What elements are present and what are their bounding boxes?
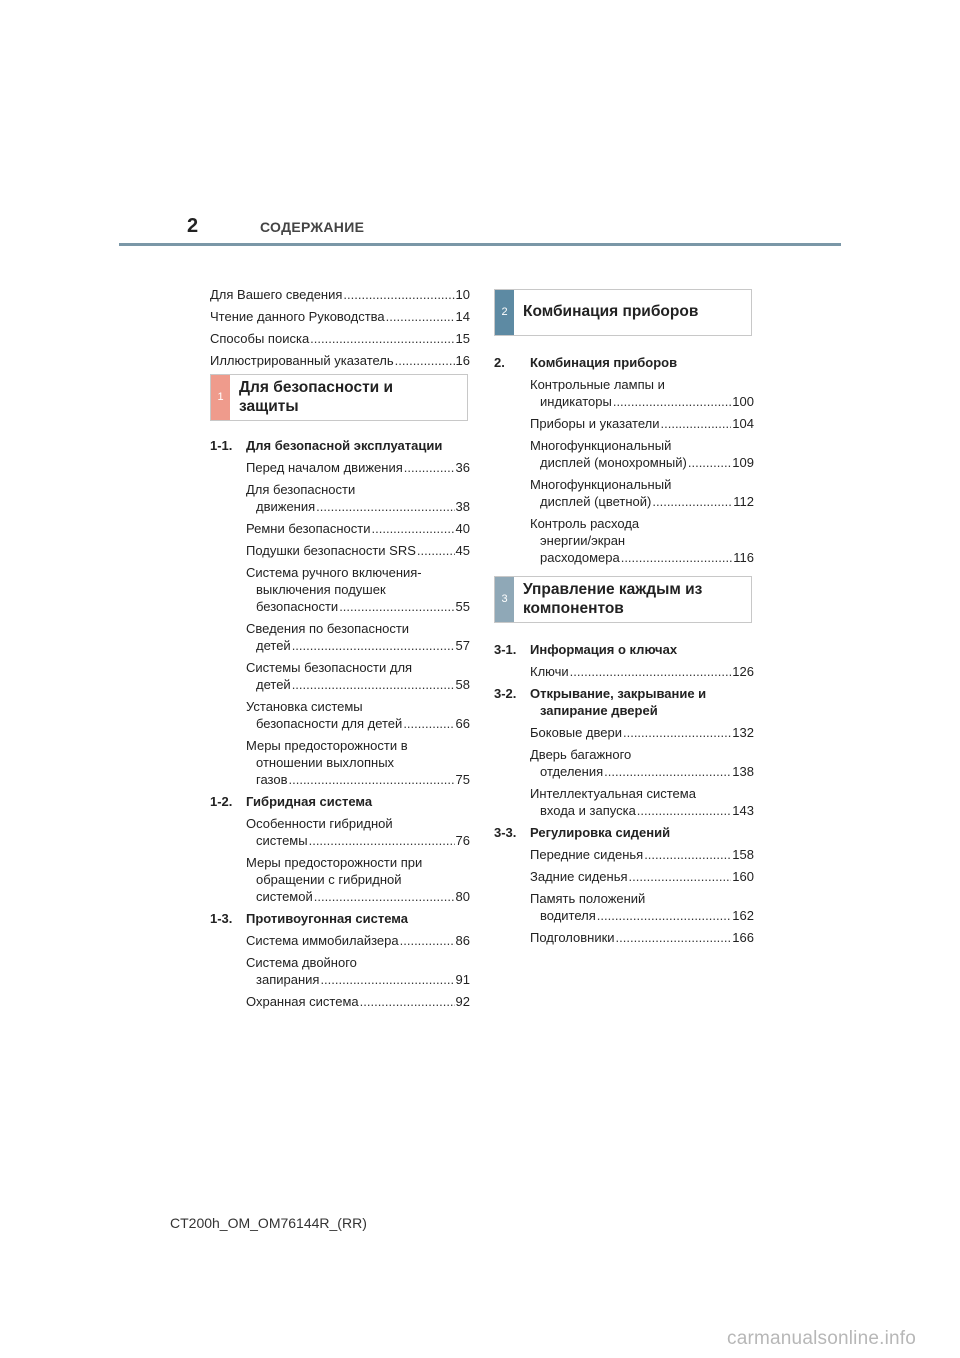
toc-entry-line [530,724,754,741]
page-ref: 132 [732,725,754,740]
toc-entry-intro[interactable] [210,286,470,303]
chapter-heading[interactable] [494,354,754,371]
toc-entry-text: Установка системы [246,699,363,714]
toc-entry-text: запирания [256,972,320,987]
dot-leader [403,715,454,732]
chapter-number: 3-1. [494,642,517,657]
dot-leader [395,352,455,369]
toc-entry-text: Память положений [530,891,646,906]
dot-leader [644,846,731,863]
section-tab-3: 3 [495,577,514,622]
toc-entry-text: Меры предосторожности в [246,738,408,753]
toc-entry-line [530,663,754,680]
dot-leader [372,520,455,537]
dot-leader [310,330,454,347]
page-ref: 109 [732,455,754,470]
chapter-title [246,910,470,927]
toc-entry-line [530,493,754,510]
toc-entry[interactable] [210,854,470,905]
dot-leader [417,542,455,559]
page-ref: 75 [455,772,470,787]
toc-entry-text: движения [256,499,316,514]
toc-entry-text: Интеллектуальная система [530,786,696,801]
toc-entry-line [530,846,754,863]
toc-entry-text: Задние сиденья [530,869,628,884]
toc-entry-line [530,802,754,819]
dot-leader [597,907,732,924]
page-ref: 16 [455,353,470,368]
toc-entry[interactable] [210,542,470,559]
dot-leader [292,676,455,693]
chapter-title-line: запирание дверей [540,703,658,718]
toc-entry[interactable] [210,954,470,988]
toc-entry-line [246,676,470,693]
toc-entry[interactable] [494,376,754,410]
toc-entry[interactable] [210,620,470,654]
toc-entry-line [530,393,754,410]
toc-entry-line [530,929,754,946]
page-ref: 86 [455,933,470,948]
toc-entry-text: безопасности [256,599,339,614]
chapter-title [246,437,470,454]
toc-entry-text: Чтение данного Руководства [210,309,385,324]
page-ref: 143 [732,803,754,818]
toc-entry-text: дисплей (монохромный) [540,455,687,470]
dot-leader [339,598,454,615]
toc-entry[interactable] [210,993,470,1010]
page-ref: 14 [455,309,470,324]
chapter-number: 3-2. [494,686,517,701]
toc-entry-line [530,907,754,924]
toc-entry[interactable] [494,868,754,885]
dot-leader [314,888,455,905]
section-header-3[interactable] [494,576,752,623]
toc-entry-text: Система иммобилайзера [246,933,399,948]
page-ref: 40 [455,521,470,536]
toc-entry[interactable] [494,724,754,741]
page-ref: 15 [455,331,470,346]
toc-entry[interactable] [210,481,470,515]
chapter-title-line: Противоугонная система [246,911,408,926]
toc-entry-line [246,888,470,905]
toc-entry[interactable] [494,415,754,432]
toc-entry[interactable] [210,815,470,849]
page-ref: 112 [733,494,754,509]
section-title [514,290,706,335]
dot-leader [637,802,732,819]
chapter-heading[interactable] [210,437,470,454]
dot-leader [570,663,732,680]
toc-entry-text: Перед началом движения [246,460,403,475]
toc-entry-text: Многофункциональный [530,438,672,453]
toc-entry-text: Система двойного [246,955,357,970]
page-ref: 162 [732,908,754,923]
section-tab-2: 2 [495,290,514,335]
chapter-title [246,793,470,810]
toc-entry-text: газов [256,772,288,787]
toc-entry[interactable] [210,698,470,732]
toc-entry-text: Особенности гибридной [246,816,393,831]
toc-entry-line [210,330,470,347]
toc-entry-text: расходомера [540,550,620,565]
watermark: carmanualsonline.info [727,1328,917,1349]
dot-leader [688,454,731,471]
toc-entry-line [246,498,470,515]
toc-entry-text: детей [256,677,291,692]
toc-entry-text: Передние сиденья [530,847,644,862]
toc-entry-text: Подголовники [530,930,615,945]
toc-entry[interactable] [494,846,754,863]
toc-entry[interactable] [494,476,754,510]
page-ref: 104 [732,416,754,431]
toc-entry[interactable] [210,459,470,476]
chapter-title-line: Регулировка сидений [530,825,671,840]
chapter-number: 1-2. [210,794,233,809]
toc-entry-text: Подушки безопасности SRS [246,543,416,558]
toc-entry[interactable] [494,890,754,924]
toc-entry-line [246,542,470,559]
page-ref: 138 [732,764,754,779]
toc-entry-text: водителя [540,908,596,923]
toc-entry-line [210,352,470,369]
section-title-line: Для безопасности и [239,378,394,396]
toc-entry-line [246,637,470,654]
section-header-1[interactable] [210,374,468,421]
toc-entry-line [246,993,470,1010]
dot-leader [343,286,454,303]
dot-leader [292,637,455,654]
toc-column-left [210,286,470,1015]
page-ref: 80 [455,889,470,904]
toc-entry[interactable] [210,932,470,949]
page-ref: 116 [733,550,754,565]
toc-entry[interactable] [494,746,754,780]
chapter-number: 1-1. [210,438,233,453]
chapter-title-line: Гибридная система [246,794,373,809]
toc-entry-line [530,415,754,432]
chapter-title-line: Для безопасной эксплуатации [246,438,443,453]
toc-entry-text: энергии/экран [540,533,626,548]
page-ref: 160 [732,869,754,884]
toc-entry-intro[interactable] [210,352,470,369]
page-ref: 57 [455,638,470,653]
toc-entry-text: Для Вашего сведения [210,287,343,302]
toc-entry[interactable] [494,663,754,680]
page-number: 2 [187,215,199,237]
toc-entry-line [246,459,470,476]
dot-leader [316,498,454,515]
toc-entry-line [246,598,470,615]
toc-entry-text: Многофункциональный [530,477,672,492]
toc-entry[interactable] [494,929,754,946]
toc-entry-text: Для безопасности [246,482,356,497]
dot-leader [629,868,732,885]
chapter-heading[interactable] [210,910,470,927]
page-ref: 66 [455,716,470,731]
toc-entry-line [246,771,470,788]
toc-entry-text: индикаторы [540,394,612,409]
toc-entry[interactable] [494,785,754,819]
toc-entry-text: Меры предосторожности при [246,855,423,870]
dot-leader [289,771,455,788]
toc-entry[interactable] [494,515,754,566]
dot-leader [621,549,733,566]
toc-entry-text: входа и запуска [540,803,636,818]
page-ref: 126 [732,664,754,679]
toc-entry-text: Способы поиска [210,331,310,346]
toc-entry-text: Приборы и указатели [530,416,660,431]
dot-leader [616,929,732,946]
page-ref: 58 [455,677,470,692]
dot-leader [613,393,731,410]
chapter-title [530,354,754,371]
page-ref: 91 [455,972,470,987]
running-title: СОДЕРЖАНИЕ [260,219,365,235]
dot-leader [604,763,731,780]
chapter-heading[interactable] [494,824,754,841]
dot-leader [623,724,731,741]
chapter-number: 2. [494,355,505,370]
page-ref: 76 [455,833,470,848]
toc-entry[interactable] [210,564,470,615]
toc-entry-text: Сведения по безопасности [246,621,410,636]
section-title-line: защиты [239,397,299,415]
chapter-heading[interactable] [210,793,470,810]
toc-entry-line [530,549,754,566]
toc-entry-text: дисплей (цветной) [540,494,652,509]
chapter-title [530,824,754,841]
toc-entry-line [246,832,470,849]
dot-leader [400,932,455,949]
chapter-title-line: Открывание, закрывание и [530,686,707,701]
chapter-title [530,641,754,658]
toc-entry-intro[interactable] [210,330,470,347]
dot-leader [652,493,732,510]
dot-leader [309,832,455,849]
toc-entry-line [530,454,754,471]
section-header-2[interactable] [494,289,752,336]
chapter-title-line: Информация о ключах [530,642,678,657]
toc-entry-text: Боковые двери [530,725,622,740]
toc-entry-line [530,763,754,780]
toc-column-right [494,289,754,951]
section-title-line: компонентов [523,599,624,617]
toc-entry-text: Ключи [530,664,569,679]
section-tab-1: 1 [211,375,230,420]
section-title [230,375,401,420]
chapter-number: 3-3. [494,825,517,840]
toc-entry-line [530,868,754,885]
toc-entry-text: выключения подушек [256,582,386,597]
toc-entry-text: безопасности для детей [256,716,403,731]
chapter-number: 1-3. [210,911,233,926]
toc-entry-line [246,932,470,949]
toc-entry-text: системой [256,889,313,904]
toc-entry-text: Ремни безопасности [246,521,371,536]
dot-leader [320,971,454,988]
toc-entry[interactable] [494,437,754,471]
dot-leader [404,459,455,476]
toc-entry-text: детей [256,638,291,653]
section-title-line: Комбинация приборов [523,303,699,320]
toc-entry-text: Иллюстрированный указатель [210,353,394,368]
page-ref: 10 [455,287,470,302]
page-ref: 38 [455,499,470,514]
toc-entry-text: Дверь багажного [530,747,632,762]
toc-entry-text: отношении выхлопных [256,755,395,770]
dot-leader [386,308,455,325]
toc-entry-intro[interactable] [210,308,470,325]
header-rule [119,243,841,246]
toc-entry-text: отделения [540,764,604,779]
toc-entry-line [210,286,470,303]
section-title-line: Управление каждым из [523,580,703,598]
toc-entry-text: обращении с гибридной [256,872,402,887]
toc-entry-line [210,308,470,325]
page-ref: 100 [732,394,754,409]
toc-entry-text: системы [256,833,308,848]
toc-entry[interactable] [210,520,470,537]
dot-leader [360,993,455,1010]
section-title [514,577,710,622]
chapter-heading[interactable] [494,641,754,658]
toc-entry-line [246,520,470,537]
page-ref: 158 [732,847,754,862]
document-code: CT200h_OM_OM76144R_(RR) [170,1215,367,1231]
toc-entry[interactable] [210,659,470,693]
toc-entry-text: Системы безопасности для [246,660,413,675]
toc-entry-text: Контрольные лампы и [530,377,665,392]
toc-entry-line [246,971,470,988]
page-ref: 55 [455,599,470,614]
toc-entry-text: Контроль расхода [530,516,640,531]
page-ref: 45 [455,543,470,558]
page-ref: 92 [455,994,470,1009]
toc-entry-text: Система ручного включения- [246,565,422,580]
chapter-title-line: Комбинация приборов [530,355,678,370]
dot-leader [661,415,732,432]
page-ref: 36 [455,460,470,475]
chapter-title [530,685,754,719]
chapter-heading[interactable] [494,685,754,719]
toc-entry-line [246,715,470,732]
page-ref: 166 [732,930,754,945]
toc-entry[interactable] [210,737,470,788]
toc-entry-text: Охранная система [246,994,359,1009]
